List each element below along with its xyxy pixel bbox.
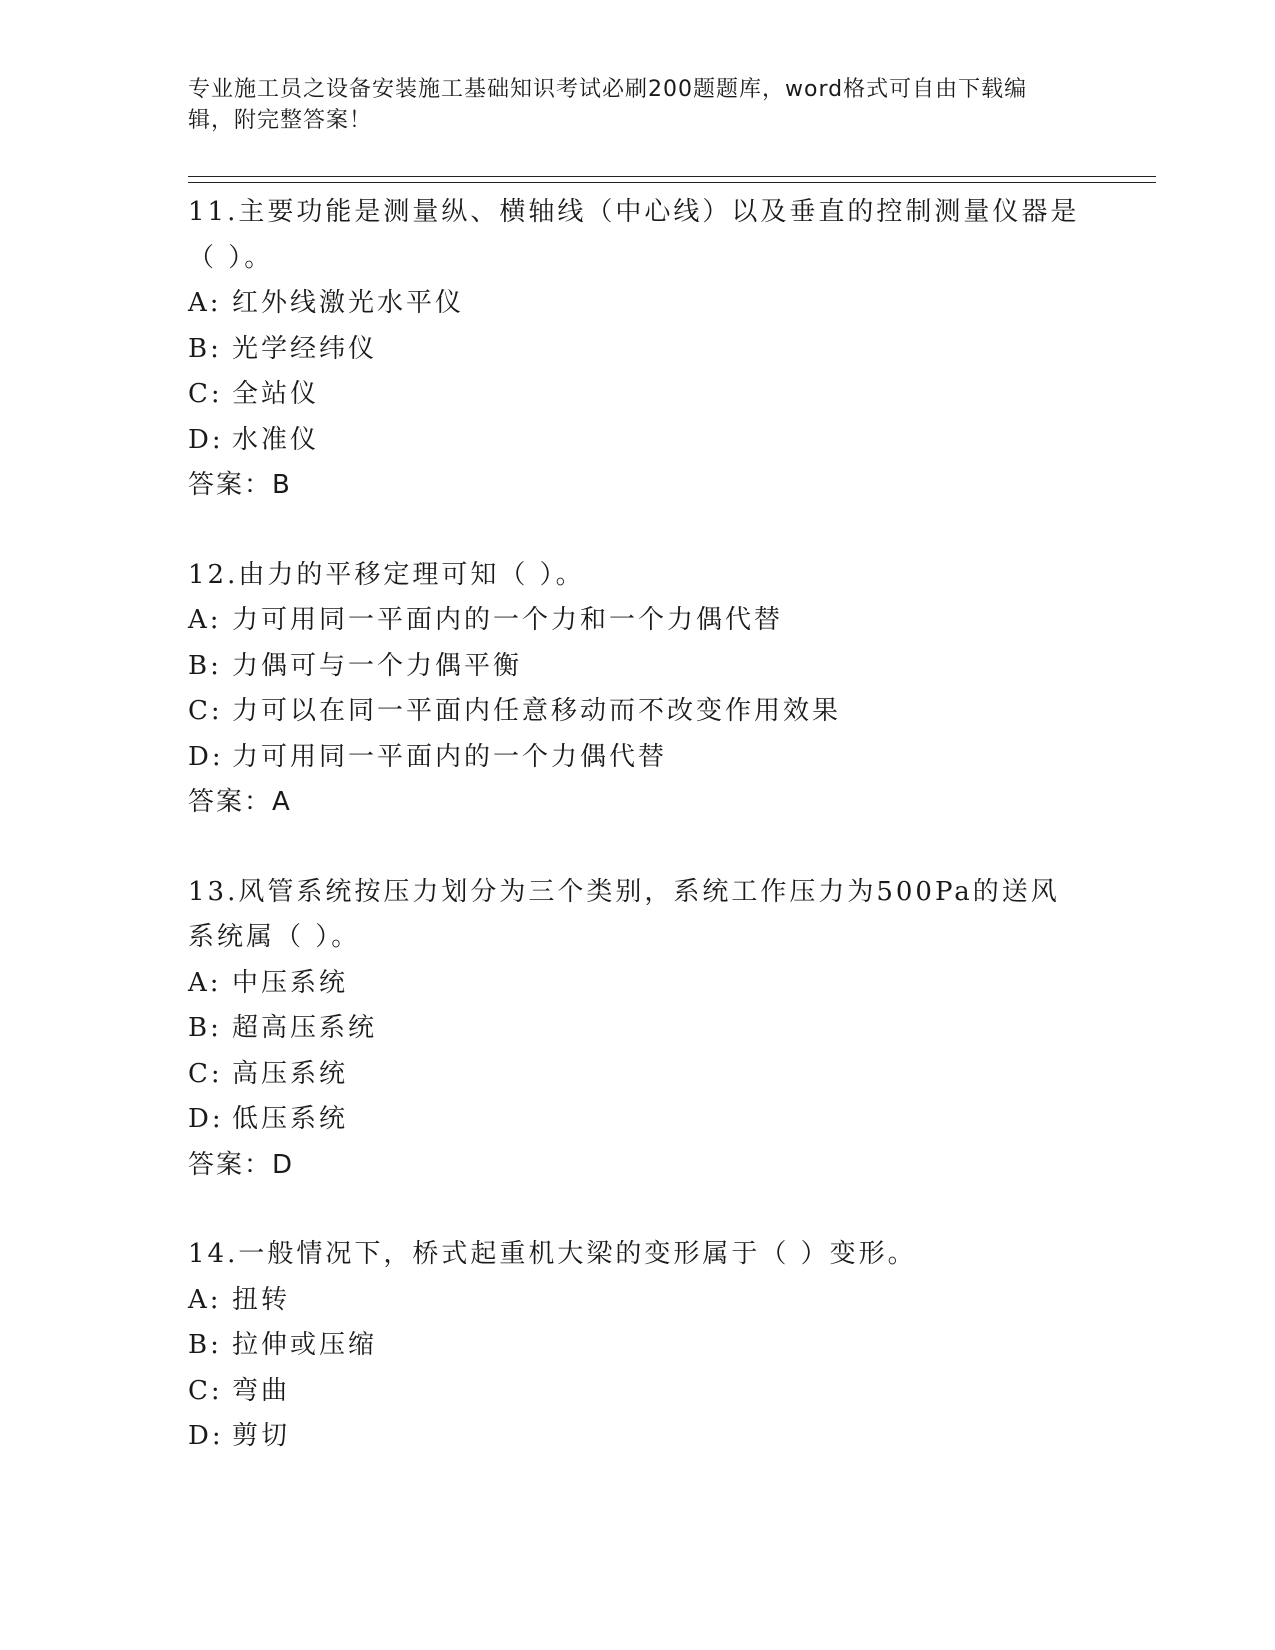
document-header: 专业施工员之设备安装施工基础知识考试必刷200题题库，word格式可自由下载编辑，附完整答案！ — [188, 77, 1028, 133]
option-letter: B: — [188, 1330, 222, 1360]
option-text: 剪切 — [232, 1421, 291, 1451]
header-divider-bottom — [188, 182, 1156, 183]
option-text: 全站仪 — [232, 379, 320, 409]
answer-line: 答案：D — [188, 1149, 295, 1180]
option-text: 光学经纬仪 — [232, 333, 378, 364]
option-letter: D: — [188, 424, 224, 455]
option-c — [188, 1369, 1088, 1415]
option-b — [188, 1006, 1088, 1052]
question-12 — [188, 553, 1088, 826]
option-text: 红外线激光水平仪 — [232, 288, 465, 318]
question-stem: 13.风管系统按压力划分为三个类别，系统工作压力为500Pa的送风系统属（ ）。 — [188, 876, 1060, 952]
option-text: 拉伸或压缩 — [232, 1330, 378, 1360]
option-d — [188, 1414, 1088, 1460]
option-text: 力可用同一平面内的一个力和一个力偶代替 — [232, 605, 784, 635]
option-letter: A: — [188, 288, 222, 318]
question-stem: 11.主要功能是测量纵、横轴线（中心线）以及垂直的控制测量仪器是（ ）。 — [188, 197, 1080, 273]
option-text: 力可用同一平面内的一个力偶代替 — [232, 741, 668, 772]
answer-line: 答案：B — [188, 470, 292, 500]
option-letter: A: — [188, 967, 222, 998]
option-c — [188, 1052, 1088, 1098]
option-d — [188, 1097, 1088, 1143]
option-text: 低压系统 — [232, 1104, 349, 1134]
option-a — [188, 1278, 1088, 1324]
option-text: 力偶可与一个力偶平衡 — [232, 650, 523, 681]
option-letter: D: — [188, 741, 224, 772]
option-letter: C: — [188, 1058, 223, 1089]
option-text: 高压系统 — [232, 1058, 349, 1089]
option-text: 扭转 — [232, 1284, 291, 1315]
option-text: 超高压系统 — [232, 1013, 378, 1043]
option-b — [188, 644, 1088, 690]
option-text: 弯曲 — [232, 1375, 291, 1406]
option-letter: C: — [188, 696, 223, 726]
option-text: 水准仪 — [232, 424, 320, 455]
option-d — [188, 735, 1088, 781]
option-text: 中压系统 — [232, 967, 349, 998]
question-list — [188, 190, 1088, 1504]
option-letter: B: — [188, 650, 222, 681]
question-14 — [188, 1232, 1088, 1460]
option-letter: C: — [188, 1375, 223, 1406]
header-divider-top — [188, 176, 1156, 177]
option-c — [188, 372, 1088, 418]
option-a — [188, 281, 1088, 327]
option-d — [188, 418, 1088, 464]
question-13 — [188, 870, 1088, 1189]
option-letter: A: — [188, 605, 222, 635]
question-11 — [188, 190, 1088, 509]
option-b — [188, 327, 1088, 373]
option-letter: A: — [188, 1284, 222, 1315]
answer-line: 答案：A — [188, 787, 292, 817]
option-letter: D: — [188, 1104, 224, 1134]
option-text: 力可以在同一平面内任意移动而不改变作用效果 — [232, 696, 842, 726]
option-letter: B: — [188, 333, 222, 364]
question-stem: 12.由力的平移定理可知（ ）。 — [188, 559, 585, 590]
option-a — [188, 961, 1088, 1007]
question-stem: 14.一般情况下，桥式起重机大梁的变形属于（ ）变形。 — [188, 1239, 917, 1269]
option-letter: B: — [188, 1013, 222, 1043]
option-c — [188, 689, 1088, 735]
option-letter: C: — [188, 379, 223, 409]
option-b — [188, 1323, 1088, 1369]
option-letter: D: — [188, 1421, 224, 1451]
option-a — [188, 598, 1088, 644]
